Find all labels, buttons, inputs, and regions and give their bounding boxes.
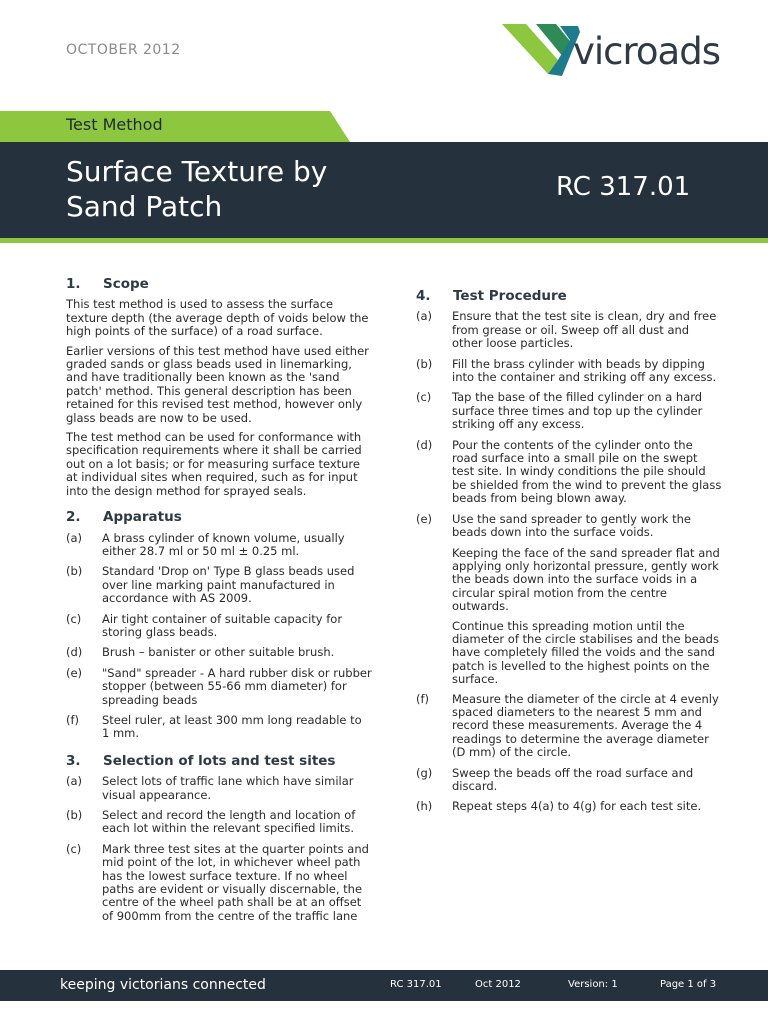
list-item bbox=[416, 513, 722, 540]
item-text: Use the sand spreader to gently work the beads down into the surface voids. bbox=[452, 511, 691, 540]
list-item bbox=[66, 613, 372, 640]
item-text: Pour the contents of the cylinder onto the road surface into a small pile on the swept test site. In windy conditions the pile should be shielded from the wind to prevent the glass beads from being blown away. bbox=[452, 437, 722, 506]
green-divider bbox=[0, 238, 768, 243]
item-label: (d) bbox=[416, 437, 433, 452]
section-number: 1. bbox=[66, 276, 81, 292]
item-label: (g) bbox=[416, 765, 433, 780]
item-label: (b) bbox=[66, 564, 83, 579]
footer-slogan: keeping victorians connected bbox=[60, 977, 266, 993]
document-title bbox=[66, 154, 327, 224]
item-label: (a) bbox=[416, 309, 433, 324]
list-item bbox=[66, 646, 372, 659]
paragraph: The test method can be used for conformance with specification requirements where it shall be carried out on a lot basis; or for measuring surface texture at individual sites when required, such as for input into the design method for sprayed seals. bbox=[66, 430, 362, 498]
footer-date: Oct 2012 bbox=[475, 979, 521, 990]
section-heading bbox=[416, 290, 722, 303]
list-item bbox=[66, 667, 372, 707]
list-item bbox=[416, 391, 722, 431]
section-heading bbox=[66, 752, 372, 769]
left-column bbox=[66, 278, 372, 930]
item-label: (h) bbox=[416, 799, 433, 814]
item-label: (e) bbox=[66, 665, 83, 680]
section-title: Apparatus bbox=[103, 509, 182, 526]
continuation-paragraph: Continue this spreading motion until the diameter of the circle stabilises and the beads have completely filled the voids and the sand patch is levelled to the highest points on the surface. bbox=[452, 618, 719, 687]
list-item bbox=[66, 775, 372, 802]
item-text: Standard 'Drop on' Type B glass beads used over line marking paint manufactured in accordance with AS 2009. bbox=[102, 564, 355, 606]
footer-page-number: Page 1 of 3 bbox=[660, 979, 717, 990]
item-label: (b) bbox=[66, 808, 83, 822]
item-text: Tap the base of the filled cylinder on a hard surface three times and top up the cylinder striking off any excess. bbox=[452, 390, 703, 432]
section-heading bbox=[66, 511, 372, 524]
category-label: Test Method bbox=[66, 115, 163, 134]
list-item bbox=[66, 843, 372, 923]
section-title: Scope bbox=[103, 276, 149, 292]
item-text: Fill the brass cylinder with beads by dipping into the container and striking off any excess. bbox=[452, 356, 717, 385]
section-number: 4. bbox=[416, 288, 431, 304]
right-column bbox=[416, 290, 722, 821]
document-date: OCTOBER 2012 bbox=[66, 42, 181, 58]
list-item bbox=[416, 358, 722, 385]
document-code: RC 317.01 bbox=[556, 172, 691, 202]
continuation-paragraph: Keeping the face of the sand spreader flat and applying only horizontal pressure, gently work the beads down into the surface voids in a circular spiral motion from the centre outwards. bbox=[452, 545, 720, 614]
title-line-2: Sand Patch bbox=[66, 190, 223, 223]
paragraph: This test method is used to assess the surface texture depth (the average depth of voids below the high points of the surface) of a road surface. bbox=[66, 297, 369, 339]
item-label: (f) bbox=[416, 691, 430, 706]
item-label: (f) bbox=[66, 712, 80, 727]
item-text: Repeat steps 4(a) to 4(g) for each test site. bbox=[452, 799, 702, 814]
item-text: Mark three test sites at the quarter points and mid point of the lot, in whichever wheel path has the lowest surface texture. If no wheel paths are evident or visually discernable, the centre of the wheel path shall be at an offset of 900mm from the centre of the traffic lane bbox=[102, 841, 369, 923]
list-item bbox=[416, 767, 722, 794]
list-item bbox=[66, 809, 372, 836]
item-text: Brush – banister or other suitable brush. bbox=[102, 645, 335, 660]
item-label: (c) bbox=[66, 611, 82, 626]
item-text: Select and record the length and location of each lot within the relevant specified limits. bbox=[102, 808, 356, 836]
item-label: (a) bbox=[66, 530, 83, 545]
category-band bbox=[0, 111, 350, 142]
section-title: Selection of lots and test sites bbox=[103, 752, 336, 769]
list-item bbox=[416, 800, 722, 813]
item-text: Sweep the beads off the road surface and discard. bbox=[452, 765, 694, 793]
list-item bbox=[66, 532, 372, 559]
item-text: Ensure that the test site is clean, dry and free from grease or oil. Sweep off all dust and other loose particles. bbox=[452, 309, 717, 351]
list-item bbox=[416, 693, 722, 760]
list-item bbox=[416, 439, 722, 506]
list-item bbox=[66, 714, 372, 741]
item-text: Measure the diameter of the circle at 4 evenly spaced diameters to the nearest 5 mm and record these measurements. Average the 4 readings to determine the average diameter (D mm) of the circle. bbox=[452, 691, 719, 760]
section-heading bbox=[66, 278, 372, 291]
footer-code: RC 317.01 bbox=[390, 979, 442, 990]
item-label: (e) bbox=[416, 511, 433, 526]
item-label: (c) bbox=[416, 390, 432, 405]
section-number: 2. bbox=[66, 509, 81, 526]
list-item bbox=[66, 565, 372, 605]
item-label: (c) bbox=[66, 841, 82, 856]
item-text: Steel ruler, at least 300 mm long readable to 1 mm. bbox=[102, 712, 362, 741]
paragraph: Earlier versions of this test method have used either graded sands or glass beads used in linemarking, and have traditionally been known as the 'sand patch' method. This general description has been retained for this revised test method, however only glass beads are now to be used. bbox=[66, 343, 369, 425]
item-text: Select lots of traffic lane which have similar visual appearance. bbox=[102, 774, 354, 802]
list-item bbox=[416, 310, 722, 350]
section-number: 3. bbox=[66, 752, 81, 769]
title-line-1: Surface Texture by bbox=[66, 155, 328, 188]
footer-version: Version: 1 bbox=[568, 979, 618, 990]
item-text: Air tight container of suitable capacity for storing glass beads. bbox=[102, 611, 343, 639]
item-label: (b) bbox=[416, 356, 433, 371]
item-text: A brass cylinder of known volume, usually either 28.7 ml or 50 ml ± 0.25 ml. bbox=[102, 530, 345, 558]
item-text: "Sand" spreader - A hard rubber disk or rubber stopper (between 55-66 mm diameter) for spreading beads bbox=[102, 665, 372, 707]
section-title: Test Procedure bbox=[453, 288, 567, 304]
item-label: (a) bbox=[66, 774, 83, 789]
item-label: (d) bbox=[66, 645, 83, 660]
logo-text: vicroads bbox=[573, 30, 720, 73]
